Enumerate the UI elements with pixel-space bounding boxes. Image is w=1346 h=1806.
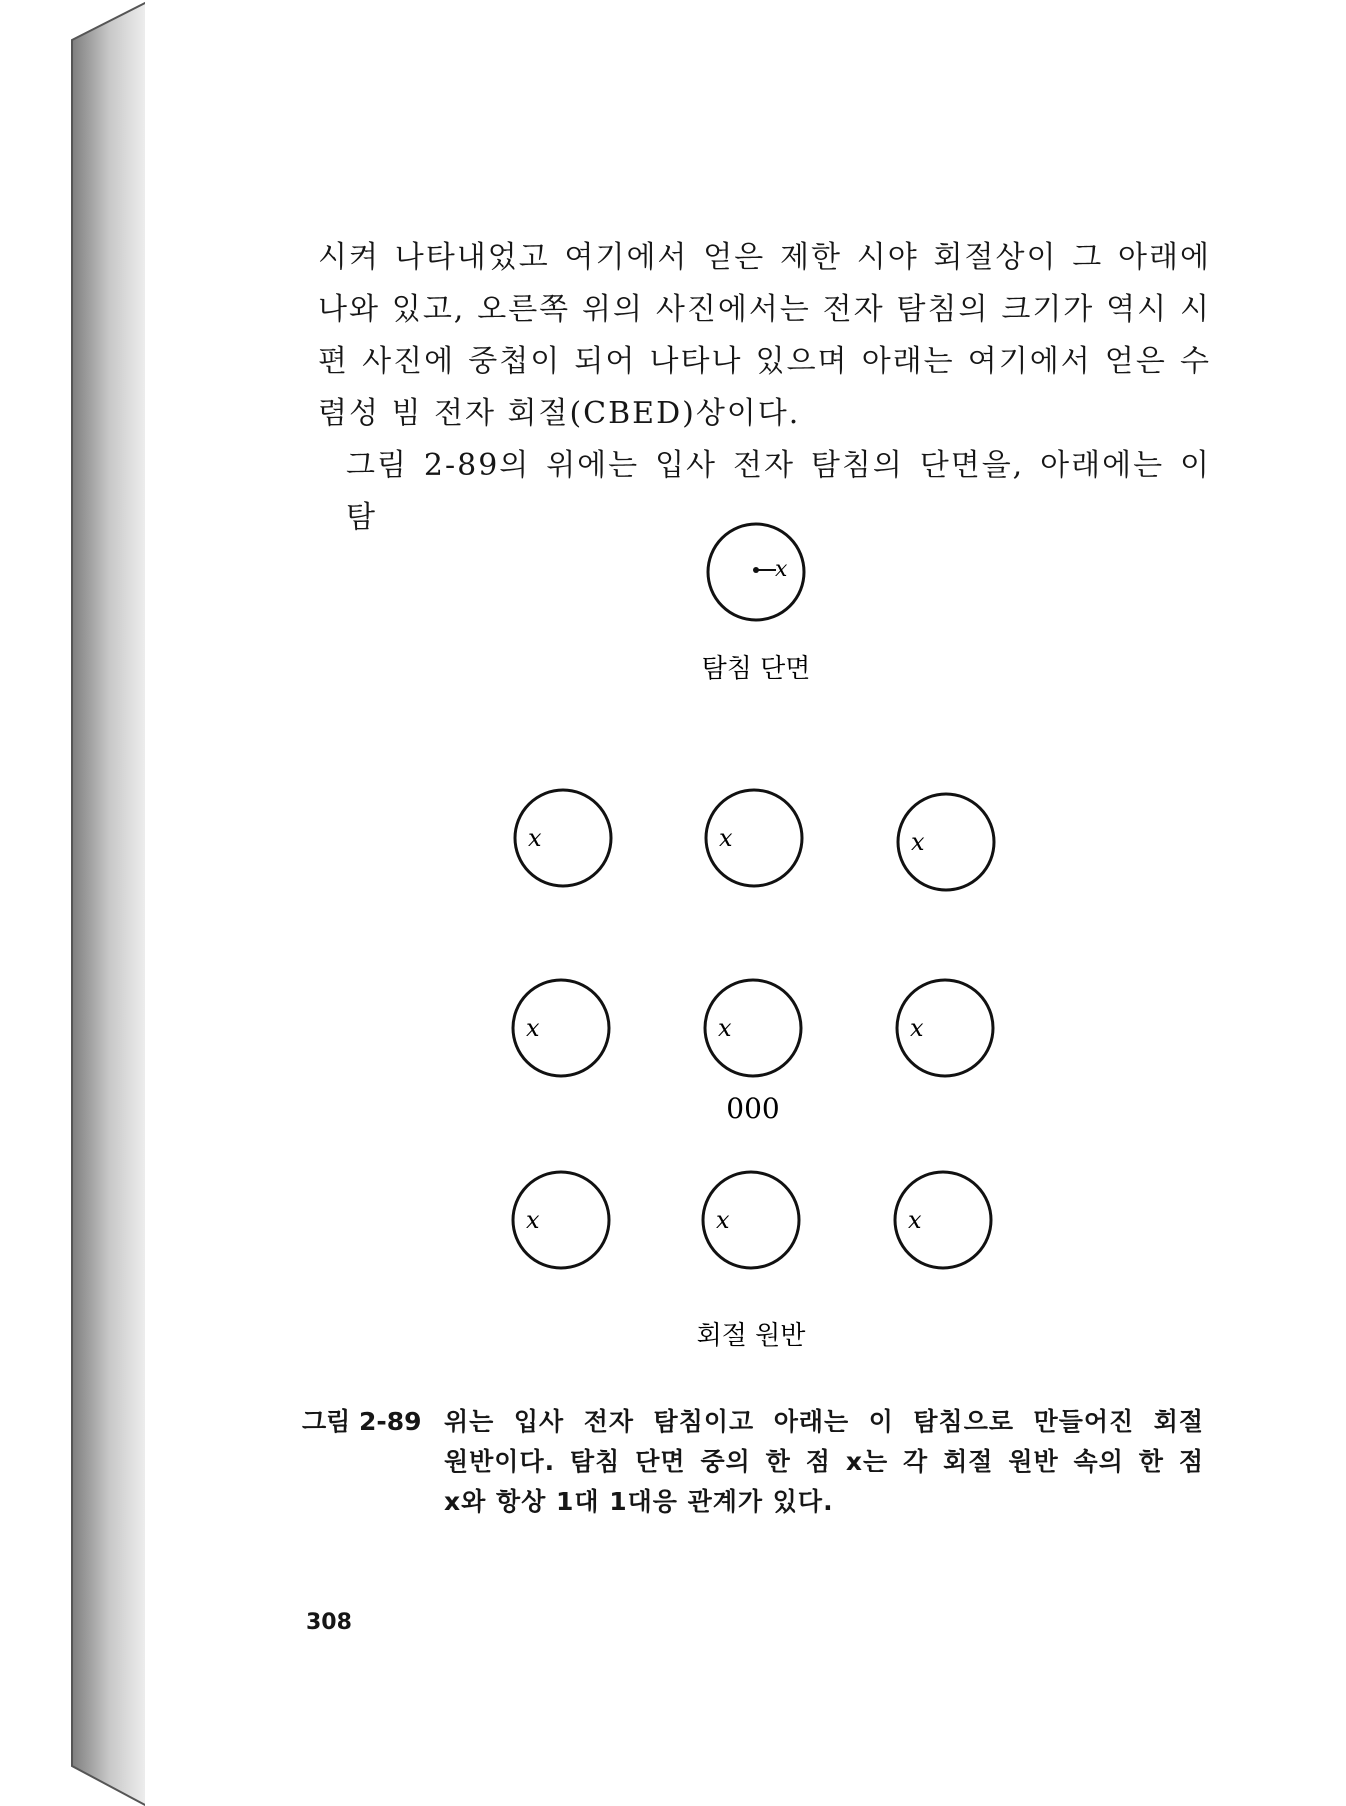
disk-point-x: x: [716, 1206, 730, 1234]
probe-cross-section: [708, 524, 804, 620]
figure-caption-line: x와 항상 1대 1대응 관계가 있다.: [444, 1487, 834, 1516]
probe-label: 탐침 단면: [701, 654, 811, 684]
body-text-line: 나와 있고, 오른쪽 위의 사진에서는 전자 탐침의 크기가 역시 시: [318, 292, 1211, 327]
diffraction-disk: [706, 790, 802, 886]
body-text-line: 그림 2-89의 위에는 입사 전자 탐침의 단면을, 아래에는 이 탐: [346, 448, 1211, 535]
body-text-line: 시켜 나타내었고 여기에서 얻은 제한 시야 회절상이 그 아래에: [318, 240, 1211, 275]
disks-label: 회절 원반: [696, 1321, 806, 1351]
figure-caption-line: 위는 입사 전자 탐침이고 아래는 이 탐침으로 만들어진 회절: [444, 1407, 1204, 1436]
body-text-line: 편 사진에 중첩이 되어 나타나 있으며 아래는 여기에서 얻은 수: [318, 344, 1211, 379]
diffraction-disk: [513, 980, 609, 1076]
disk-point-x: x: [911, 828, 925, 856]
diffraction-disk: [897, 980, 993, 1076]
diffraction-disk: [895, 1172, 991, 1268]
disk-point-x: x: [719, 824, 733, 852]
disk-point-x: x: [910, 1014, 924, 1042]
disk-point-x: x: [908, 1206, 922, 1234]
diffraction-disk: [515, 790, 611, 886]
figure-caption-line: 원반이다. 탐침 단면 중의 한 점 x는 각 회절 원반 속의 한 점: [444, 1447, 1204, 1476]
disk-point-x: x: [526, 1206, 540, 1234]
diffraction-disk: [513, 1172, 609, 1268]
figure-caption-label: 그림 2-89: [302, 1407, 422, 1436]
disk-point-x: x: [528, 824, 542, 852]
diffraction-disk: [703, 1172, 799, 1268]
probe-point-x: x: [775, 557, 788, 582]
body-text-line: 렴성 빔 전자 회절(CBED)상이다.: [318, 396, 801, 431]
disk-point-x: x: [526, 1014, 540, 1042]
disk-point-x: x: [718, 1014, 732, 1042]
diffraction-disk-000: [705, 980, 801, 1076]
page-number: 308: [306, 1610, 352, 1635]
diffraction-disk: [898, 794, 994, 890]
center-disk-label: 000: [726, 1092, 780, 1125]
